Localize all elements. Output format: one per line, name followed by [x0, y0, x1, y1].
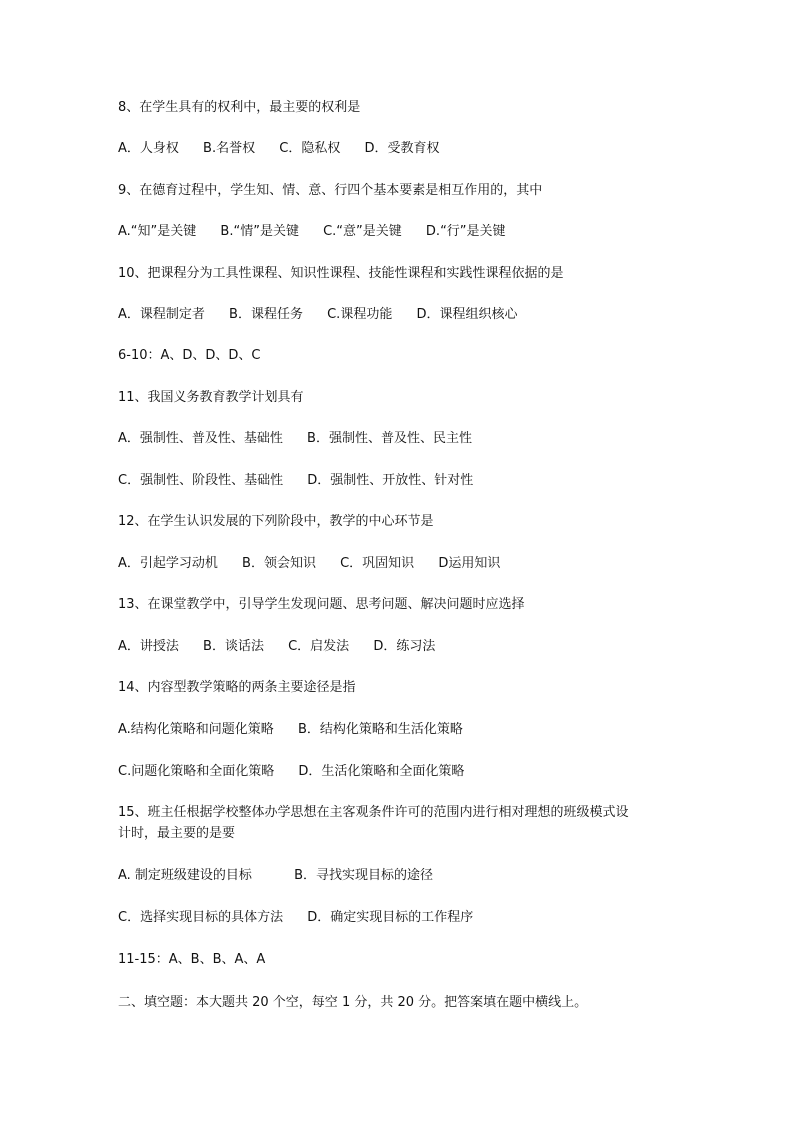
option-d: D.“行”是关键	[425, 224, 506, 239]
question-15-stem-line1: 15、班主任根据学校整体办学思想在主客观条件许可的范围内进行相对理想的班级模式设	[118, 805, 629, 820]
option-a: A．引起学习动机	[118, 556, 218, 571]
option-c: C.问题化策略和全面化策略	[118, 764, 275, 779]
option-d: D运用知识	[438, 556, 501, 571]
question-15-options-row1	[118, 866, 433, 886]
question-8-stem: 8、在学生具有的权利中，最主要的权利是	[118, 100, 361, 115]
option-b: B．课程任务	[229, 307, 303, 322]
question-11-options-row1	[118, 429, 472, 449]
option-b: B．结构化策略和生活化策略	[297, 722, 463, 737]
question-9-options	[118, 222, 506, 242]
option-b: B．领会知识	[242, 556, 316, 571]
option-a: A．人身权	[118, 141, 179, 156]
option-a: A.“知”是关键	[118, 224, 197, 239]
option-c: C．强制性、阶段性、基础性	[118, 473, 284, 488]
question-13-options	[118, 637, 435, 657]
option-d: D．强制性、开放性、针对性	[307, 473, 474, 488]
option-c: C．隐私权	[279, 141, 341, 156]
option-c: C.“意”是关键	[323, 224, 402, 239]
question-15-options-row2	[118, 908, 473, 928]
option-b: B．强制性、普及性、民主性	[307, 431, 472, 446]
option-c: C．巩固知识	[340, 556, 415, 571]
question-12-options	[118, 554, 500, 574]
question-13-stem: 13、在课堂教学中，引导学生发现问题、思考问题、解决问题时应选择	[118, 597, 525, 612]
question-14-options-row1	[118, 720, 463, 740]
option-c: C.课程功能	[327, 307, 393, 322]
option-a: A.结构化策略和问题化策略	[118, 722, 274, 737]
option-a: A. 制定班级建设的目标	[118, 868, 252, 883]
question-11-stem: 11、我国义务教育教学计划具有	[118, 390, 304, 405]
question-10-stem: 10、把课程分为工具性课程、知识性课程、技能性课程和实践性课程依据的是	[118, 266, 564, 281]
option-a: A．讲授法	[118, 639, 179, 654]
option-d: D．练习法	[373, 639, 436, 654]
option-b: B.“情”是关键	[220, 224, 299, 239]
question-15-stem-line2: 计时，最主要的是要	[118, 826, 236, 841]
question-11-options-row2	[118, 471, 473, 491]
option-a: A．强制性、普及性、基础性	[118, 431, 283, 446]
option-d: D．生活化策略和全面化策略	[298, 764, 465, 779]
question-10-options	[118, 305, 517, 325]
answer-key-11-15: 11-15：A、B、B、A、A	[118, 952, 266, 967]
question-8-options	[118, 139, 439, 159]
answer-key-6-10: 6-10：A、D、D、D、C	[118, 348, 261, 363]
question-12-stem: 12、在学生认识发展的下列阶段中，教学的中心环节是	[118, 514, 434, 529]
option-d: D．受教育权	[364, 141, 440, 156]
question-9-stem: 9、在德育过程中，学生知、情、意、行四个基本要素是相互作用的，其中	[118, 183, 543, 198]
option-d: D．课程组织核心	[416, 307, 518, 322]
question-14-stem: 14、内容型教学策略的两条主要途径是指	[118, 680, 356, 695]
option-b: B.名誉权	[203, 141, 256, 156]
option-d: D．确定实现目标的工作程序	[307, 910, 474, 925]
option-c: C．启发法	[288, 639, 350, 654]
option-b: B．谈话法	[203, 639, 264, 654]
question-14-options-row2	[118, 762, 464, 782]
option-a: A．课程制定者	[118, 307, 205, 322]
option-b: B．寻找实现目标的途径	[294, 868, 433, 883]
option-c: C．选择实现目标的具体方法	[118, 910, 284, 925]
section-2-heading: 二、填空题：本大题共 20 个空，每空 1 分，共 20 分。把答案填在题中横线上。	[118, 995, 588, 1010]
